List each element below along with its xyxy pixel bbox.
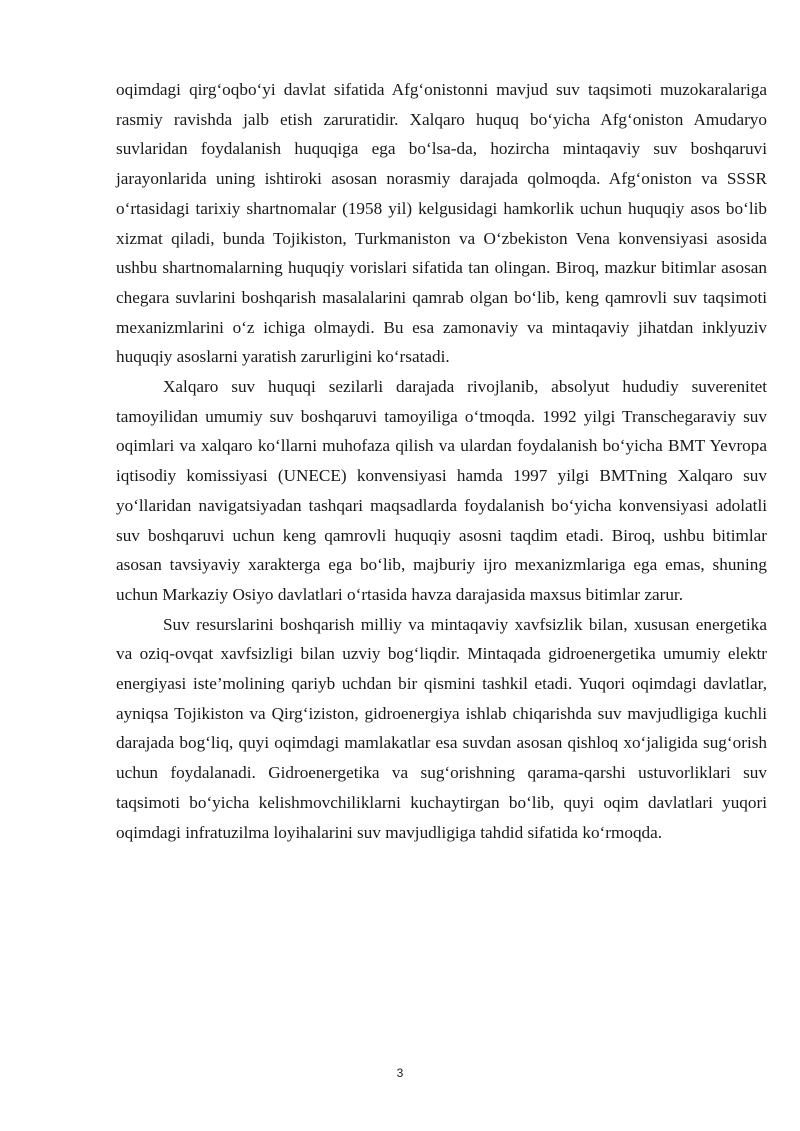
page-number: 3 (396, 1066, 404, 1080)
paragraph-2: Xalqaro suv huquqi sezilarli darajada rivojlanib, absolyut hududiy suverenitet tamoyilidan umumiy suv boshqaruvi tamoyiliga o‘tmoqda. 1992 yilgi Transchegaraviy suv oqimlari va xalqaro ko‘llarni muhofaza qilish va ulardan foydalanish bo‘yicha BMT Yevropa iqtisodiy komissiyasi (UNECE) konvensiyasi hamda 1997 yilgi BMTning Xalqaro suv yo‘llaridan navigatsiyadan tashqari maqsadlarda foydalanish bo‘yicha konvensiyasi adolatli suv boshqaruvi uchun keng qamrovli huquqiy asosni taqdim etadi. Biroq, ushbu bitimlar asosan tavsiyaviy xarakterga ega bo‘lib, majburiy ijro mexanizmlariga ega emas, shuning uchun Markaziy Osiyo davlatlari o‘rtasida havza darajasida maxsus bitimlar zarur. (116, 377, 767, 604)
paragraph-1: oqimdagi qirg‘oqbo‘yi davlat sifatida Afg‘onistonni mavjud suv taqsimoti muzokaralariga rasmiy ravishda jalb etish zaruratidir. Xalqaro huquq bo‘yicha Afg‘oniston Amudaryo suvlaridan foydalanish huquqiga ega bo‘lsa-da, hozircha mintaqaviy suv boshqaruvi jarayonlarida uning ishtiroki asosan norasmiy darajada qolmoqda. Afg‘oniston va SSSR o‘rtasidagi tarixiy shartnomalar (1958 yil) kelgusidagi hamkorlik uchun huquqiy asos bo‘lib xizmat qiladi, bunda Tojikiston, Turkmaniston va O‘zbekiston Vena konvensiyasi asosida ushbu shartnomalarning huquqiy vorislari sifatida tan olingan. Biroq, mazkur bitimlar asosan chegara suvlarini boshqarish masalalarini qamrab olgan bo‘lib, keng qamrovli suv taqsimoti mexanizmlarini o‘z ichiga olmaydi. Bu esa zamonaviy va mintaqaviy jihatdan inklyuziv huquqiy asoslarni yaratish zarurligini ko‘rsatadi. (116, 80, 767, 367)
paragraph-3: Suv resurslarini boshqarish milliy va mintaqaviy xavfsizlik bilan, xususan energetika va oziq-ovqat xavfsizligi bilan uzviy bog‘liqdir. Mintaqada gidroenergetika umumiy elektr energiyasi iste’molining qariyb uchdan bir qismini tashkil etadi. Yuqori oqimdagi davlatlar, ayniqsa Tojikiston va Qirg‘iziston, gidroenergiya ishlab chiqarishda suv mavjudligiga kuchli darajada bog‘liq, quyi oqimdagi mamlakatlar esa suvdan asosan qishloq xo‘jaligida sug‘orish uchun foydalanadi. Gidroenergetika va sug‘orishning qarama-qarshi ustuvorliklari suv taqsimoti bo‘yicha kelishmovchiliklarni kuchaytirgan bo‘lib, quyi oqim davlatlari yuqori oqimdagi infratuzilma loyihalarini suv mavjudligiga tahdid sifatida ko‘rmoqda. (116, 614, 767, 842)
body-text (116, 75, 767, 847)
